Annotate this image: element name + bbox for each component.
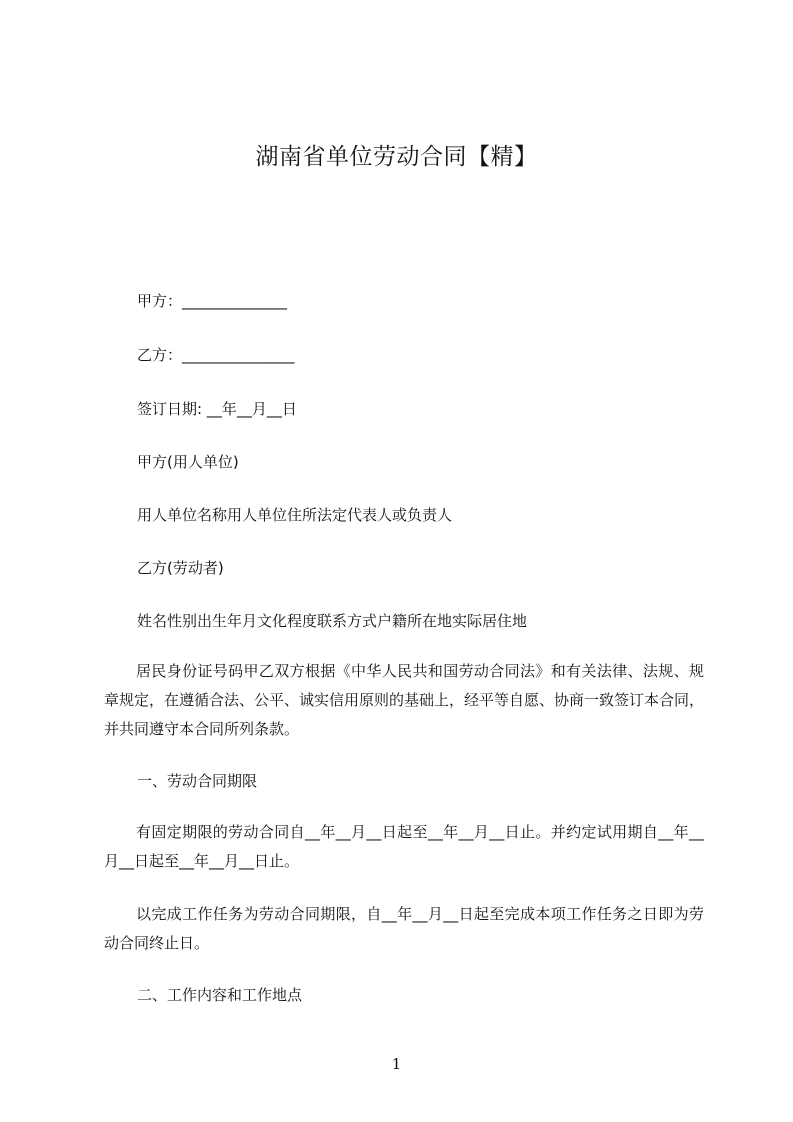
sign-date-line: 签订日期: __年__月__日 bbox=[137, 400, 297, 418]
page-number: 1 bbox=[391, 1055, 402, 1073]
employer-fields-line: 用人单位名称用人单位住所法定代表人或负责人 bbox=[137, 506, 453, 524]
party-b-heading: 乙方(劳动者) bbox=[137, 559, 224, 577]
section-2-heading: 二、工作内容和工作地点 bbox=[137, 986, 303, 1004]
party-a-heading: 甲方(用人单位) bbox=[137, 453, 239, 471]
intro-paragraph: 居民身份证号码甲乙双方根据《中华人民共和国劳动合同法》和有关法律、法规、规章规定，在遵循合法、公平、诚实信用原则的基础上，经平等自愿、协商一致签订本合同，并共同遵守本合同所列条款。 bbox=[104, 662, 705, 738]
employee-fields-line: 姓名性别出生年月文化程度联系方式户籍所在地实际居住地 bbox=[137, 612, 528, 630]
section-1-heading: 一、劳动合同期限 bbox=[137, 772, 258, 790]
section-1-paragraph-1: 有固定期限的劳动合同自__年__月__日起至__年__月__日止。并约定试用期自__年__月__日起至__年__月__日止。 bbox=[104, 823, 704, 870]
section-1-paragraph-2: 以完成工作任务为劳动合同期限，自__年__月__日起至完成本项工作任务之日即为劳动合同终止日。 bbox=[104, 905, 704, 952]
document-title: 湖南省单位劳动合同【精】 bbox=[255, 144, 538, 170]
party-a-line: 甲方：______________ bbox=[137, 292, 288, 310]
party-b-line: 乙方：_______________ bbox=[137, 346, 295, 364]
